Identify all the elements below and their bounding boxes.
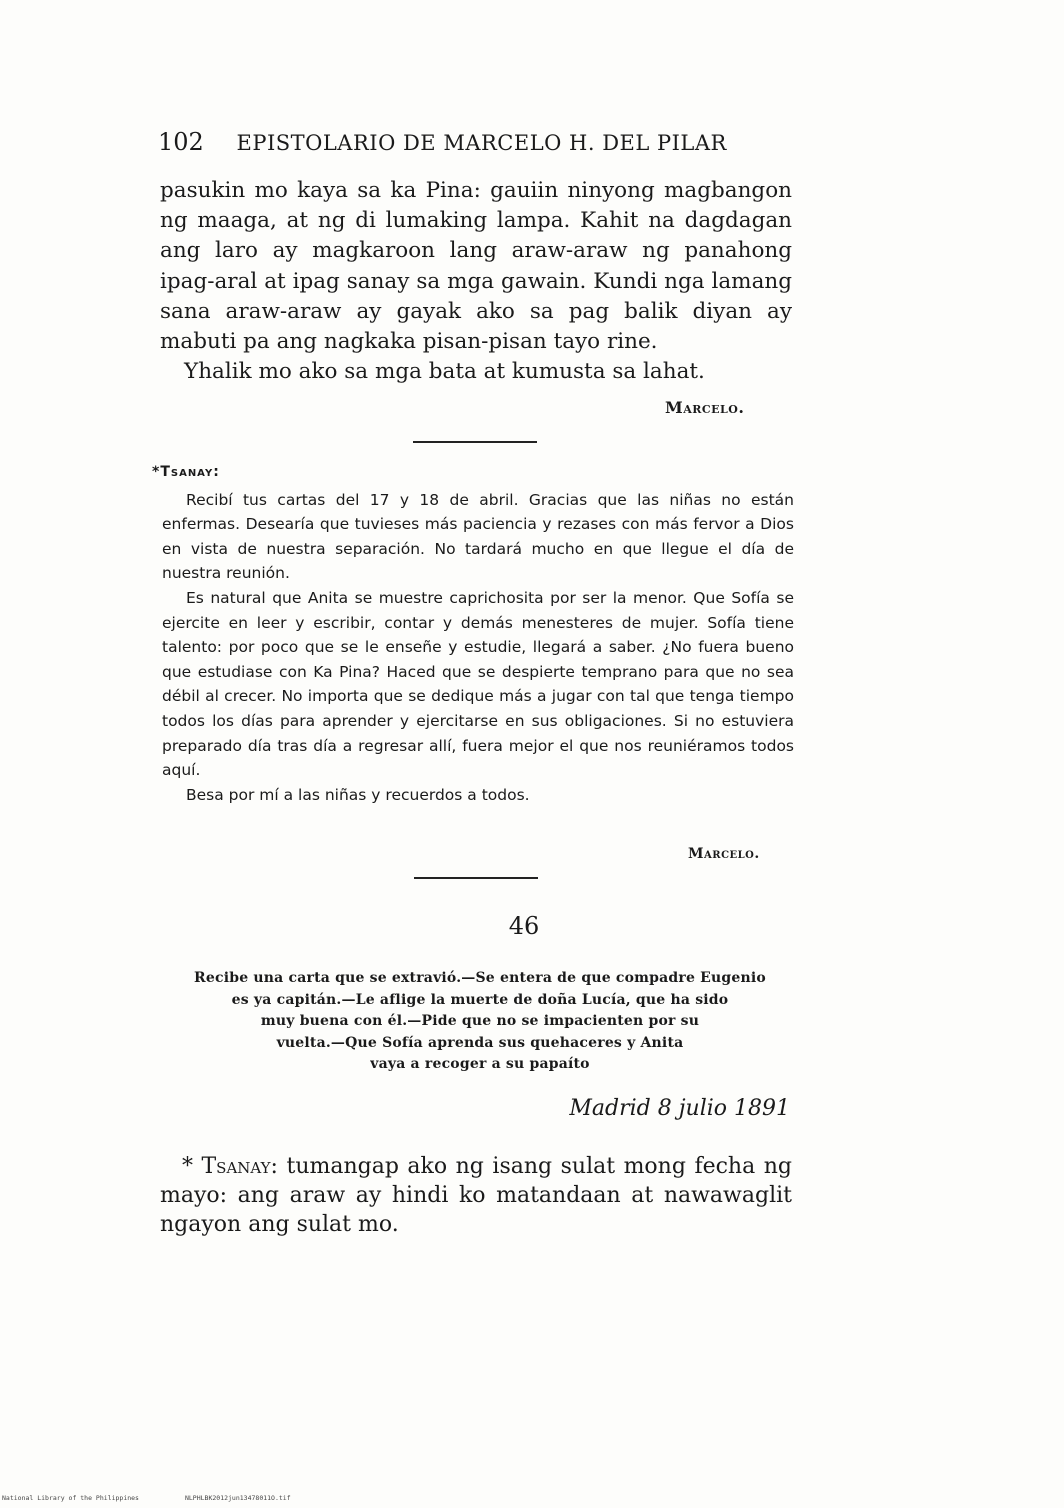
footer-file-id: NLPHLBK2012jun13478011O.tif bbox=[184, 1494, 291, 1502]
summary-line: muy buena con él.—Pide que no se impacienten por su bbox=[260, 1013, 700, 1030]
translation-paragraph-3: Besa por mí a las niñas y recuerdos a todos. bbox=[186, 785, 530, 804]
signature-tagalog: Marcelo. bbox=[665, 398, 745, 417]
running-head: EPISTOLARIO DE MARCELO H. DEL PILAR bbox=[236, 131, 727, 155]
tagalog-paragraph-1: pasukin mo kaya sa ka Pina: gauiin ninyong magbangon ng maaga, at ng di lumaking lampa. Kahit na dagdagan ang laro ay magkaroon lang araw-araw ng panahong ipag-aral at ipag sanay sa mga gawain. Kundi nga lamang sana araw-araw ay gayak ako sa pag balik diyan ay mabuti pa ang nagkaka pisan-pisan tayo rine. bbox=[160, 178, 792, 355]
scan-footer bbox=[2, 1494, 291, 1502]
summary-line: vaya a recoger a su papaíto bbox=[370, 1056, 590, 1073]
signature-spanish: Marcelo. bbox=[688, 846, 760, 862]
translation-addressee: *Tsanay: bbox=[152, 464, 220, 480]
letter-46-opening bbox=[160, 1152, 792, 1239]
letter-number: 46 bbox=[508, 912, 540, 940]
divider-rule bbox=[414, 877, 538, 879]
summary-line: vuelta.—Que Sofía aprenda sus quehaceres y Anita bbox=[276, 1034, 684, 1051]
dateline: Madrid 8 julio 1891 bbox=[569, 1096, 790, 1121]
salutation: * Tsanay: bbox=[182, 1154, 278, 1179]
letter-summary bbox=[160, 968, 800, 1076]
tagalog-paragraph-2: Yhalik mo ako sa mga bata at kumusta sa lahat. bbox=[184, 359, 705, 385]
footer-library: National Library of the Philippines bbox=[2, 1494, 139, 1502]
page-header bbox=[158, 128, 798, 156]
spanish-translation bbox=[152, 460, 794, 807]
divider-rule bbox=[413, 441, 537, 443]
translation-paragraph-2: Es natural que Anita se muestre caprichosita por ser la menor. Que Sofía se ejercite en leer y escribir, contar y demás menesteres de mujer. Sofía tiene talento: por poco que se le enseñe y estudie, llegará a saber. ¿No fuera bueno que estudiase con Ka Pina? Haced que se despierte temprano para que no sea débil al crecer. No importa que se dedique más a jugar con tal que tenga tiempo todos los días para aprender y ejercitarse en sus obligaciones. Si no estuviera preparado día tras día a regresar allí, fuera mejor el que nos reuniéramos todos aquí. bbox=[162, 588, 794, 780]
letter-46-text: tumangap ako ng isang sulat mong fecha ng mayo: ang araw ay hindi ko matandaan at nawawaglit ngayon ang sulat mo. bbox=[160, 1154, 792, 1237]
page-number: 102 bbox=[158, 128, 204, 156]
summary-line: es ya capitán.—Le aflige la muerte de doña Lucía, que ha sido bbox=[231, 991, 729, 1008]
translation-paragraph-1: Recibí tus cartas del 17 y 18 de abril. Gracias que las niñas no están enfermas. Desearía que tuvieses más paciencia y rezases con más fervor a Dios en vista de nuestra separación. No tardará mucho en que llegue el día de nuestra reunión. bbox=[162, 490, 794, 583]
summary-line: Recibe una carta que se extravió.—Se entera de que compadre Eugenio bbox=[194, 970, 766, 986]
tagalog-continuation bbox=[160, 176, 792, 387]
letter-46-body bbox=[160, 1152, 792, 1239]
